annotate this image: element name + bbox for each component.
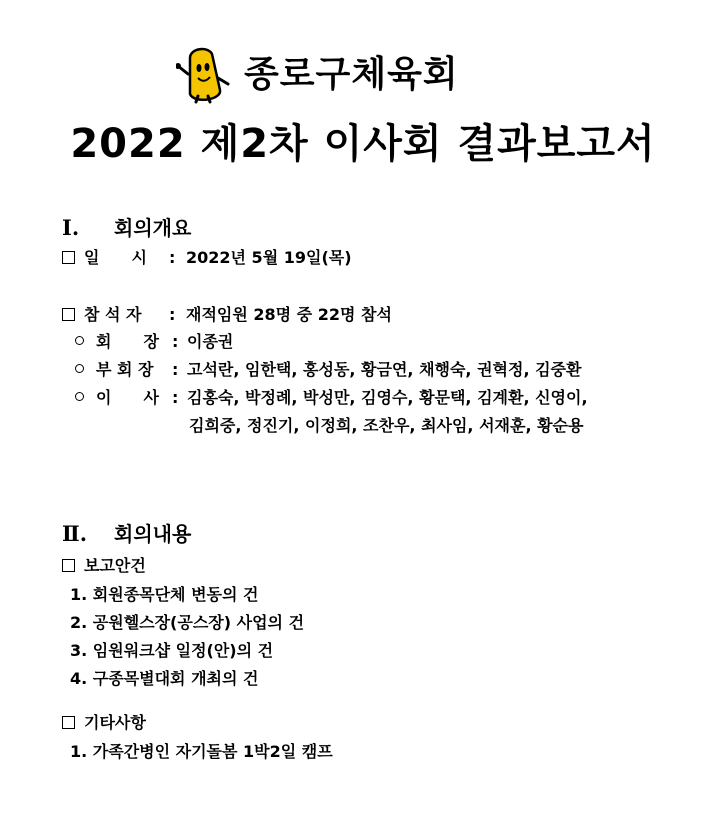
checkbox-square-icon (62, 559, 75, 572)
checkbox-square-icon (62, 308, 75, 321)
date-label: 일 시 (84, 248, 147, 267)
bullet-circle-icon (75, 392, 84, 401)
director-value-line-1: 김홍숙, 박정례, 박성만, 김영수, 황문택, 김계환, 신영이, (187, 388, 588, 407)
attendance-row: 참 석 자 : 재적임원 28명 중 22명 참석 (62, 302, 392, 325)
attendance-value: 재적임원 28명 중 22명 참석 (186, 305, 392, 324)
date-value: 2022년 5월 19일(목) (186, 248, 352, 267)
checkbox-square-icon (62, 251, 75, 264)
report-items-heading (62, 553, 146, 576)
report-items-title: 보고안건 (84, 556, 146, 575)
vice-chair-value: 고석란, 임한택, 홍성동, 황금연, 채행숙, 권혁정, 김중환 (187, 360, 582, 379)
attendance-label: 참 석 자 (84, 305, 142, 324)
other-items-title: 기타사항 (84, 713, 146, 732)
date-row: 일 시 : 2022년 5월 19일(목) (62, 245, 352, 268)
vice-chair-label: 부 회 장 (96, 360, 154, 379)
list-item: 4. 구종목별대회 개최의 건 (70, 669, 259, 688)
section-2-heading (62, 518, 191, 547)
bullet-circle-icon (75, 364, 84, 373)
chair-value: 이종권 (187, 332, 234, 351)
other-items-heading (62, 710, 146, 733)
director-label: 이 사 (96, 388, 159, 407)
section-1-heading (62, 212, 191, 241)
section-2-title: 회의내용 (114, 522, 192, 546)
bullet-circle-icon (75, 336, 84, 345)
section-2-numeral: Ⅱ. (62, 521, 88, 546)
list-item: 2. 공원헬스장(공스장) 사업의 건 (70, 613, 305, 632)
checkbox-square-icon (62, 716, 75, 729)
mascot-logo-icon (176, 44, 232, 106)
list-item: 1. 회원종목단체 변동의 건 (70, 585, 259, 604)
vice-chair-row: 부 회 장 : 고석란, 임한택, 홍성동, 황금연, 채행숙, 권혁정, 김중환 (75, 357, 581, 380)
chair-label: 회 장 (96, 332, 159, 351)
section-1-numeral: Ⅰ. (62, 215, 80, 240)
org-name: 종로구체육회 (244, 54, 459, 95)
chair-row: 회 장 : 이종권 (75, 329, 233, 352)
director-value-line-2: 김희중, 정진기, 이정희, 조찬우, 최사임, 서재훈, 황순용 (189, 416, 584, 435)
director-row: 이 사 : 김홍숙, 박정례, 박성만, 김영수, 황문택, 김계환, 신영이, (75, 385, 588, 408)
list-item: 3. 임원워크샵 일정(안)의 건 (70, 641, 274, 660)
list-item: 1. 가족간병인 자기돌봄 1박2일 캠프 (70, 742, 333, 761)
report-title: 2022 제2차 이사회 결과보고서 (70, 121, 656, 167)
section-1-title: 회의개요 (114, 216, 192, 240)
